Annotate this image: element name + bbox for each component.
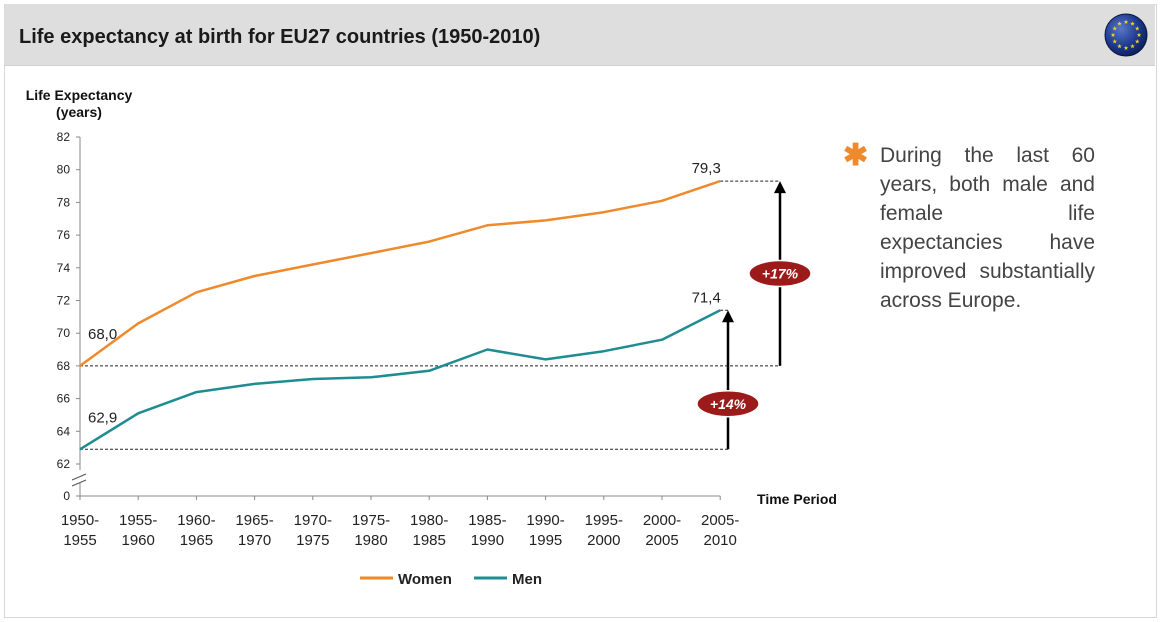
x-tick-label: 1955- <box>119 512 158 529</box>
x-tick-label: 2005- <box>701 512 740 529</box>
y-tick-label: 62 <box>56 457 70 471</box>
x-tick-label: 1960- <box>177 512 216 529</box>
axis-break-mark <box>72 480 86 486</box>
eu-flag-icon <box>1104 13 1148 57</box>
y-tick-label: 0 <box>63 489 70 503</box>
x-tick-label: 1970- <box>293 512 332 529</box>
life-expectancy-chart <box>0 62 860 622</box>
x-tick-label: 1985 <box>412 532 446 549</box>
x-tick-label: 1990- <box>526 512 565 529</box>
asterisk-bullet-icon: ✱ <box>843 139 869 172</box>
x-axis-label: Time Period <box>757 491 837 507</box>
y-tick-label: 64 <box>56 424 70 439</box>
arrow-head <box>722 310 734 322</box>
data-labels <box>88 160 721 426</box>
x-tick-label: 2000 <box>587 532 621 549</box>
y-tick-label: 68 <box>56 358 70 373</box>
x-tick-label: 1965- <box>235 512 274 529</box>
series-line-men <box>80 310 720 449</box>
y-tick-label: 78 <box>56 195 70 210</box>
legend <box>360 571 542 588</box>
x-tick-label: 1970 <box>237 532 272 549</box>
data-label: 62,9 <box>88 409 118 427</box>
y-tick-label: 74 <box>56 260 70 275</box>
x-tick-label: 1990 <box>470 532 505 549</box>
bullet-text: During the last 60 years, both male and female life expectancies have improved substantially across Europe. <box>880 144 1095 312</box>
header-bar <box>4 4 1155 66</box>
reference-lines <box>80 181 780 449</box>
y-tick-label: 82 <box>56 130 70 144</box>
x-tick-label: 1980 <box>354 532 388 549</box>
percent-badge-label: +14% <box>709 395 747 412</box>
arrow-head <box>774 181 786 193</box>
axis-break-mark <box>72 474 86 480</box>
y-tick-label: 76 <box>56 228 70 243</box>
x-tick-label: 1995 <box>528 532 563 549</box>
increase-arrows <box>697 181 811 449</box>
x-tick-label: 1975 <box>296 532 330 549</box>
data-label: 68,0 <box>88 325 118 343</box>
percent-badge-label: +17% <box>761 265 799 282</box>
series-lines <box>80 181 720 449</box>
x-tick-label: 1965 <box>179 532 214 549</box>
legend-label-women: Women <box>398 571 452 588</box>
x-tick-label: 2000- <box>642 512 682 529</box>
axes <box>57 130 740 549</box>
page-title: Life expectancy at birth for EU27 countries (1950-2010) <box>19 26 541 48</box>
x-tick-label: 1950- <box>60 512 100 529</box>
x-tick-label: 1985- <box>468 512 507 529</box>
x-tick-label: 1955 <box>63 532 97 549</box>
y-tick-label: 72 <box>56 293 70 308</box>
x-tick-label: 1975- <box>351 512 391 529</box>
y-axis-label-line1: Life Expectancy <box>25 87 133 103</box>
x-tick-label: 1980- <box>410 512 449 529</box>
y-tick-label: 80 <box>56 162 70 177</box>
x-tick-label: 2005 <box>645 532 679 549</box>
x-tick-label: 2010 <box>703 532 737 549</box>
data-label: 71,4 <box>691 289 721 307</box>
y-axis-label-line2: (years) <box>56 104 102 120</box>
legend-label-men: Men <box>512 571 542 588</box>
y-tick-label: 70 <box>56 326 70 341</box>
data-label: 79,3 <box>691 160 721 178</box>
y-tick-label: 66 <box>56 391 70 406</box>
x-tick-label: 1960 <box>121 532 155 549</box>
x-tick-label: 1995- <box>584 512 623 529</box>
series-line-women <box>80 181 720 366</box>
